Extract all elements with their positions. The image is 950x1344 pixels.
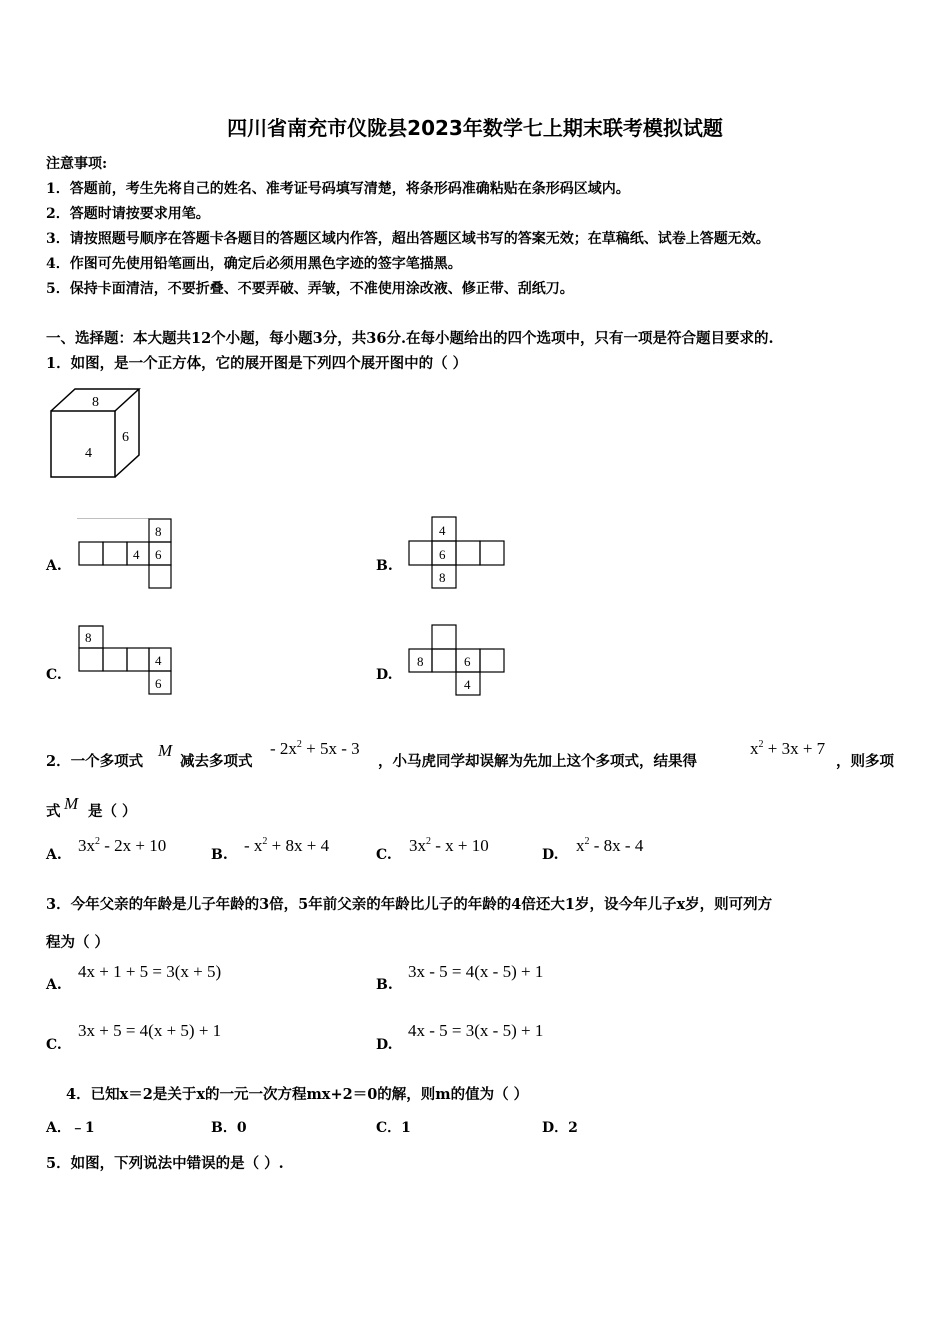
notice-item: 3．请按照题号顺序在答题卡各题目的答题区域内作答，超出答题区域书写的答案无效；在草稿纸、试卷上答题无效。: [46, 231, 770, 247]
q4-option-c[interactable]: C．1: [376, 1120, 411, 1136]
question-2-text: ，小马虎同学却误解为先加上这个多项式，结果得: [378, 753, 697, 770]
q2-M: M: [158, 741, 173, 760]
q3-option-a-label[interactable]: A.: [46, 977, 62, 993]
notice-item: 5．保持卡面清洁，不要折叠、不要弄破、弄皱，不准使用涂改液、修正带、刮纸刀。: [46, 281, 574, 297]
q1-option-a-label[interactable]: A.: [46, 558, 62, 574]
q2-option-d[interactable]: $x^2 - 8x - 4$: [576, 836, 644, 855]
q2-option-d-label[interactable]: D.: [542, 847, 559, 863]
question-2-text: 是（ ）: [88, 803, 137, 820]
q4-option-b[interactable]: B．0: [211, 1120, 247, 1136]
cube-figure: [47, 385, 143, 483]
q3-option-c-label[interactable]: C.: [46, 1037, 62, 1053]
net-d-cell: 4: [464, 677, 471, 692]
q2-option-c-label[interactable]: C.: [376, 847, 392, 863]
question-5-stem: 5．如图，下列说法中错误的是（ ）.: [46, 1155, 284, 1172]
q4-option-a[interactable]: A．﹣1: [46, 1120, 95, 1136]
question-4-stem: 4．已知x＝2是关于x的一元一次方程mx+2＝0的解，则m的值为（ ）: [66, 1086, 529, 1103]
question-2-text: 减去多项式: [180, 753, 253, 770]
question-2-text: 式: [46, 803, 61, 820]
question-1-stem: 1．如图，是一个正方体，它的展开图是下列四个展开图中的（ ）: [46, 355, 468, 372]
q2-M: M: [64, 794, 79, 813]
cube-side-number: 6: [122, 430, 129, 445]
q2-option-b-label[interactable]: B.: [211, 847, 228, 863]
q2-option-c[interactable]: $3x^2 - x + 10$: [409, 836, 489, 855]
notice-item: 2．答题时请按要求用笔。: [46, 206, 210, 222]
notice-item: 1．答题前，考生先将自己的姓名、准考证号码填写清楚，将条形码准确粘贴在条形码区域内。: [46, 181, 630, 197]
q1-option-b-label[interactable]: B.: [376, 558, 393, 574]
q3-option-d-label[interactable]: D.: [376, 1037, 393, 1053]
q1-option-a-net[interactable]: [77, 518, 175, 590]
net-b-cell: 6: [439, 547, 446, 562]
q3-option-d[interactable]: 4x - 5 = 3(x - 5) + 1: [408, 1021, 544, 1040]
net-c-cell: 8: [85, 630, 92, 645]
question-2-text: 2．一个多项式: [46, 753, 144, 770]
cube-front-number: 4: [85, 446, 92, 461]
section-heading: 一、选择题：本大题共12个小题，每小题3分，共36分.在每小题给出的四个选项中，只有一项是符合题目要求的.: [46, 330, 774, 347]
cube-top-number: 8: [92, 395, 99, 410]
net-a-cell: 4: [133, 547, 140, 562]
net-d-cell: 8: [417, 654, 424, 669]
question-3-stem: 3．今年父亲的年龄是儿子年龄的3倍，5年前父亲的年龄比儿子的年龄的4倍还大1岁，设今年儿子x岁，则可列方: [46, 896, 773, 913]
q1-option-d-net[interactable]: [408, 624, 508, 698]
q4-option-d[interactable]: D．2: [542, 1120, 578, 1136]
net-a-cell: 8: [155, 524, 162, 539]
question-3-stem: 程为（ ）: [46, 934, 110, 951]
q2-option-b[interactable]: - $x^2 + 8x + 4$: [244, 836, 330, 855]
net-b-cell: 4: [439, 523, 446, 538]
q1-option-c-label[interactable]: C.: [46, 667, 62, 683]
q1-option-c-net[interactable]: [77, 625, 175, 697]
q3-option-a[interactable]: 4x + 1 + 5 = 3(x + 5): [78, 962, 222, 981]
net-c-cell: 4: [155, 653, 162, 668]
q3-option-b[interactable]: 3x - 5 = 4(x - 5) + 1: [408, 962, 544, 981]
net-b-cell: 8: [439, 570, 446, 585]
net-c-cell: 6: [155, 676, 162, 691]
q2-poly1: - $2x^2 + 5x - 3$: [270, 739, 360, 758]
q2-poly2: $x^2 + 3x + 7$: [750, 739, 826, 758]
net-a-cell: 6: [155, 547, 162, 562]
notice-item: 4．作图可先使用铅笔画出，确定后必须用黑色字迹的签字笔描黑。: [46, 256, 462, 272]
q1-option-b-net[interactable]: [408, 516, 508, 590]
question-2-text: ，则多项: [836, 753, 894, 770]
q3-option-b-label[interactable]: B.: [376, 977, 393, 993]
net-d-cell: 6: [464, 654, 471, 669]
q1-option-d-label[interactable]: D.: [376, 667, 393, 683]
q2-option-a-label[interactable]: A.: [46, 847, 62, 863]
notice-heading: 注意事项:: [46, 156, 108, 172]
q2-option-a[interactable]: $3x^2 - 2x + 10$: [78, 836, 167, 855]
q3-option-c[interactable]: 3x + 5 = 4(x + 5) + 1: [78, 1021, 222, 1040]
page-title: 四川省南充市仪陇县2023年数学七上期末联考模拟试题: [227, 116, 723, 140]
